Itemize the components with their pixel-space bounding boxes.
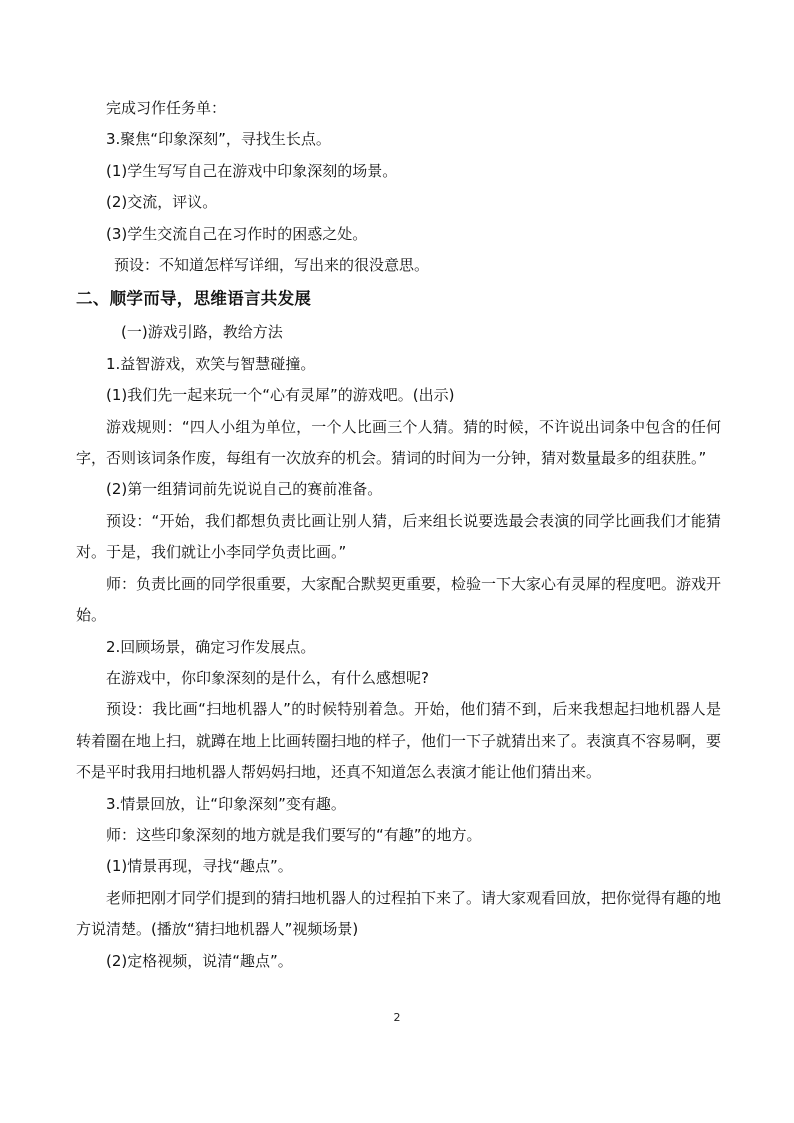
- paragraph: 在游戏中，你印象深刻的是什么，有什么感想呢?: [106, 668, 429, 687]
- paragraph: 完成习作任务单：: [106, 99, 227, 117]
- paragraph: (1)情景再现，寻找“趣点”。: [106, 857, 293, 876]
- paragraph: (1)学生写写自己在游戏中印象深刻的场景。: [106, 161, 398, 180]
- paragraph: (2)定格视频，说清“趣点”。: [106, 951, 293, 970]
- paragraph: 2.回顾场景，确定习作发展点。: [106, 637, 316, 656]
- paragraph: 预设：不知道怎样写详细，写出来的很没意思。: [114, 256, 430, 275]
- paragraph: 师：负责比画的同学很重要，大家配合默契更重要，检验一下大家心有灵犀的程度吧。游戏开始。: [76, 574, 722, 625]
- paragraph: 预设：“开始，我们都想负责比画让别人猜，后来组长说要选最会表演的同学比画我们才能猜对。于是，我们就让小李同学负责比画。”: [76, 511, 721, 562]
- document-body: [76, 93, 721, 977]
- paragraph: (1)我们先一起来玩一个“心有灵犀”的游戏吧。(出示): [106, 386, 455, 405]
- paragraph: 3.情景回放，让“印象深刻”变有趣。: [106, 794, 346, 813]
- paragraph: 老师把刚才同学们提到的猜扫地机器人的过程拍下来了。请大家观看回放，把你觉得有趣的地方说清楚。(播放“猜扫地机器人”视频场景): [76, 888, 722, 939]
- paragraph: 预设：我比画“扫地机器人”的时候特别着急。开始，他们猜不到，后来我想起扫地机器人是转着圈在地上扫，就蹲在地上比画转圈扫地的样子，他们一下子就猜出来了。表演真不容易啊，要不是平时我用扫地机器人帮妈妈扫地，还真不知道怎么表演才能让他们猜出来。: [76, 700, 722, 782]
- paragraph: (2)第一组猜词前先说说自己的赛前准备。: [106, 480, 383, 499]
- paragraph: (一)游戏引路，教给方法: [121, 323, 283, 342]
- paragraph: 3.聚焦“印象深刻”，寻找生长点。: [106, 130, 331, 149]
- paragraph: 1.益智游戏，欢笑与智慧碰撞。: [106, 354, 316, 373]
- paragraph: 师：这些印象深刻的地方就是我们要写的“有趣”的地方。: [106, 825, 482, 844]
- section-heading: 二、顺学而导，思维语言共发展: [76, 289, 312, 309]
- paragraph: 游戏规则：“四人小组为单位，一个人比画三个人猜。猜的时候，不许说出词条中包含的任何字，否则该词条作废，每组有一次放弃的机会。猜词的时间为一分钟，猜对数量最多的组获胜。”: [76, 417, 721, 468]
- paragraph: (2)交流，评议。: [106, 193, 218, 212]
- paragraph: (3)学生交流自己在习作时的困惑之处。: [106, 224, 368, 243]
- page-number: 2: [393, 1011, 401, 1024]
